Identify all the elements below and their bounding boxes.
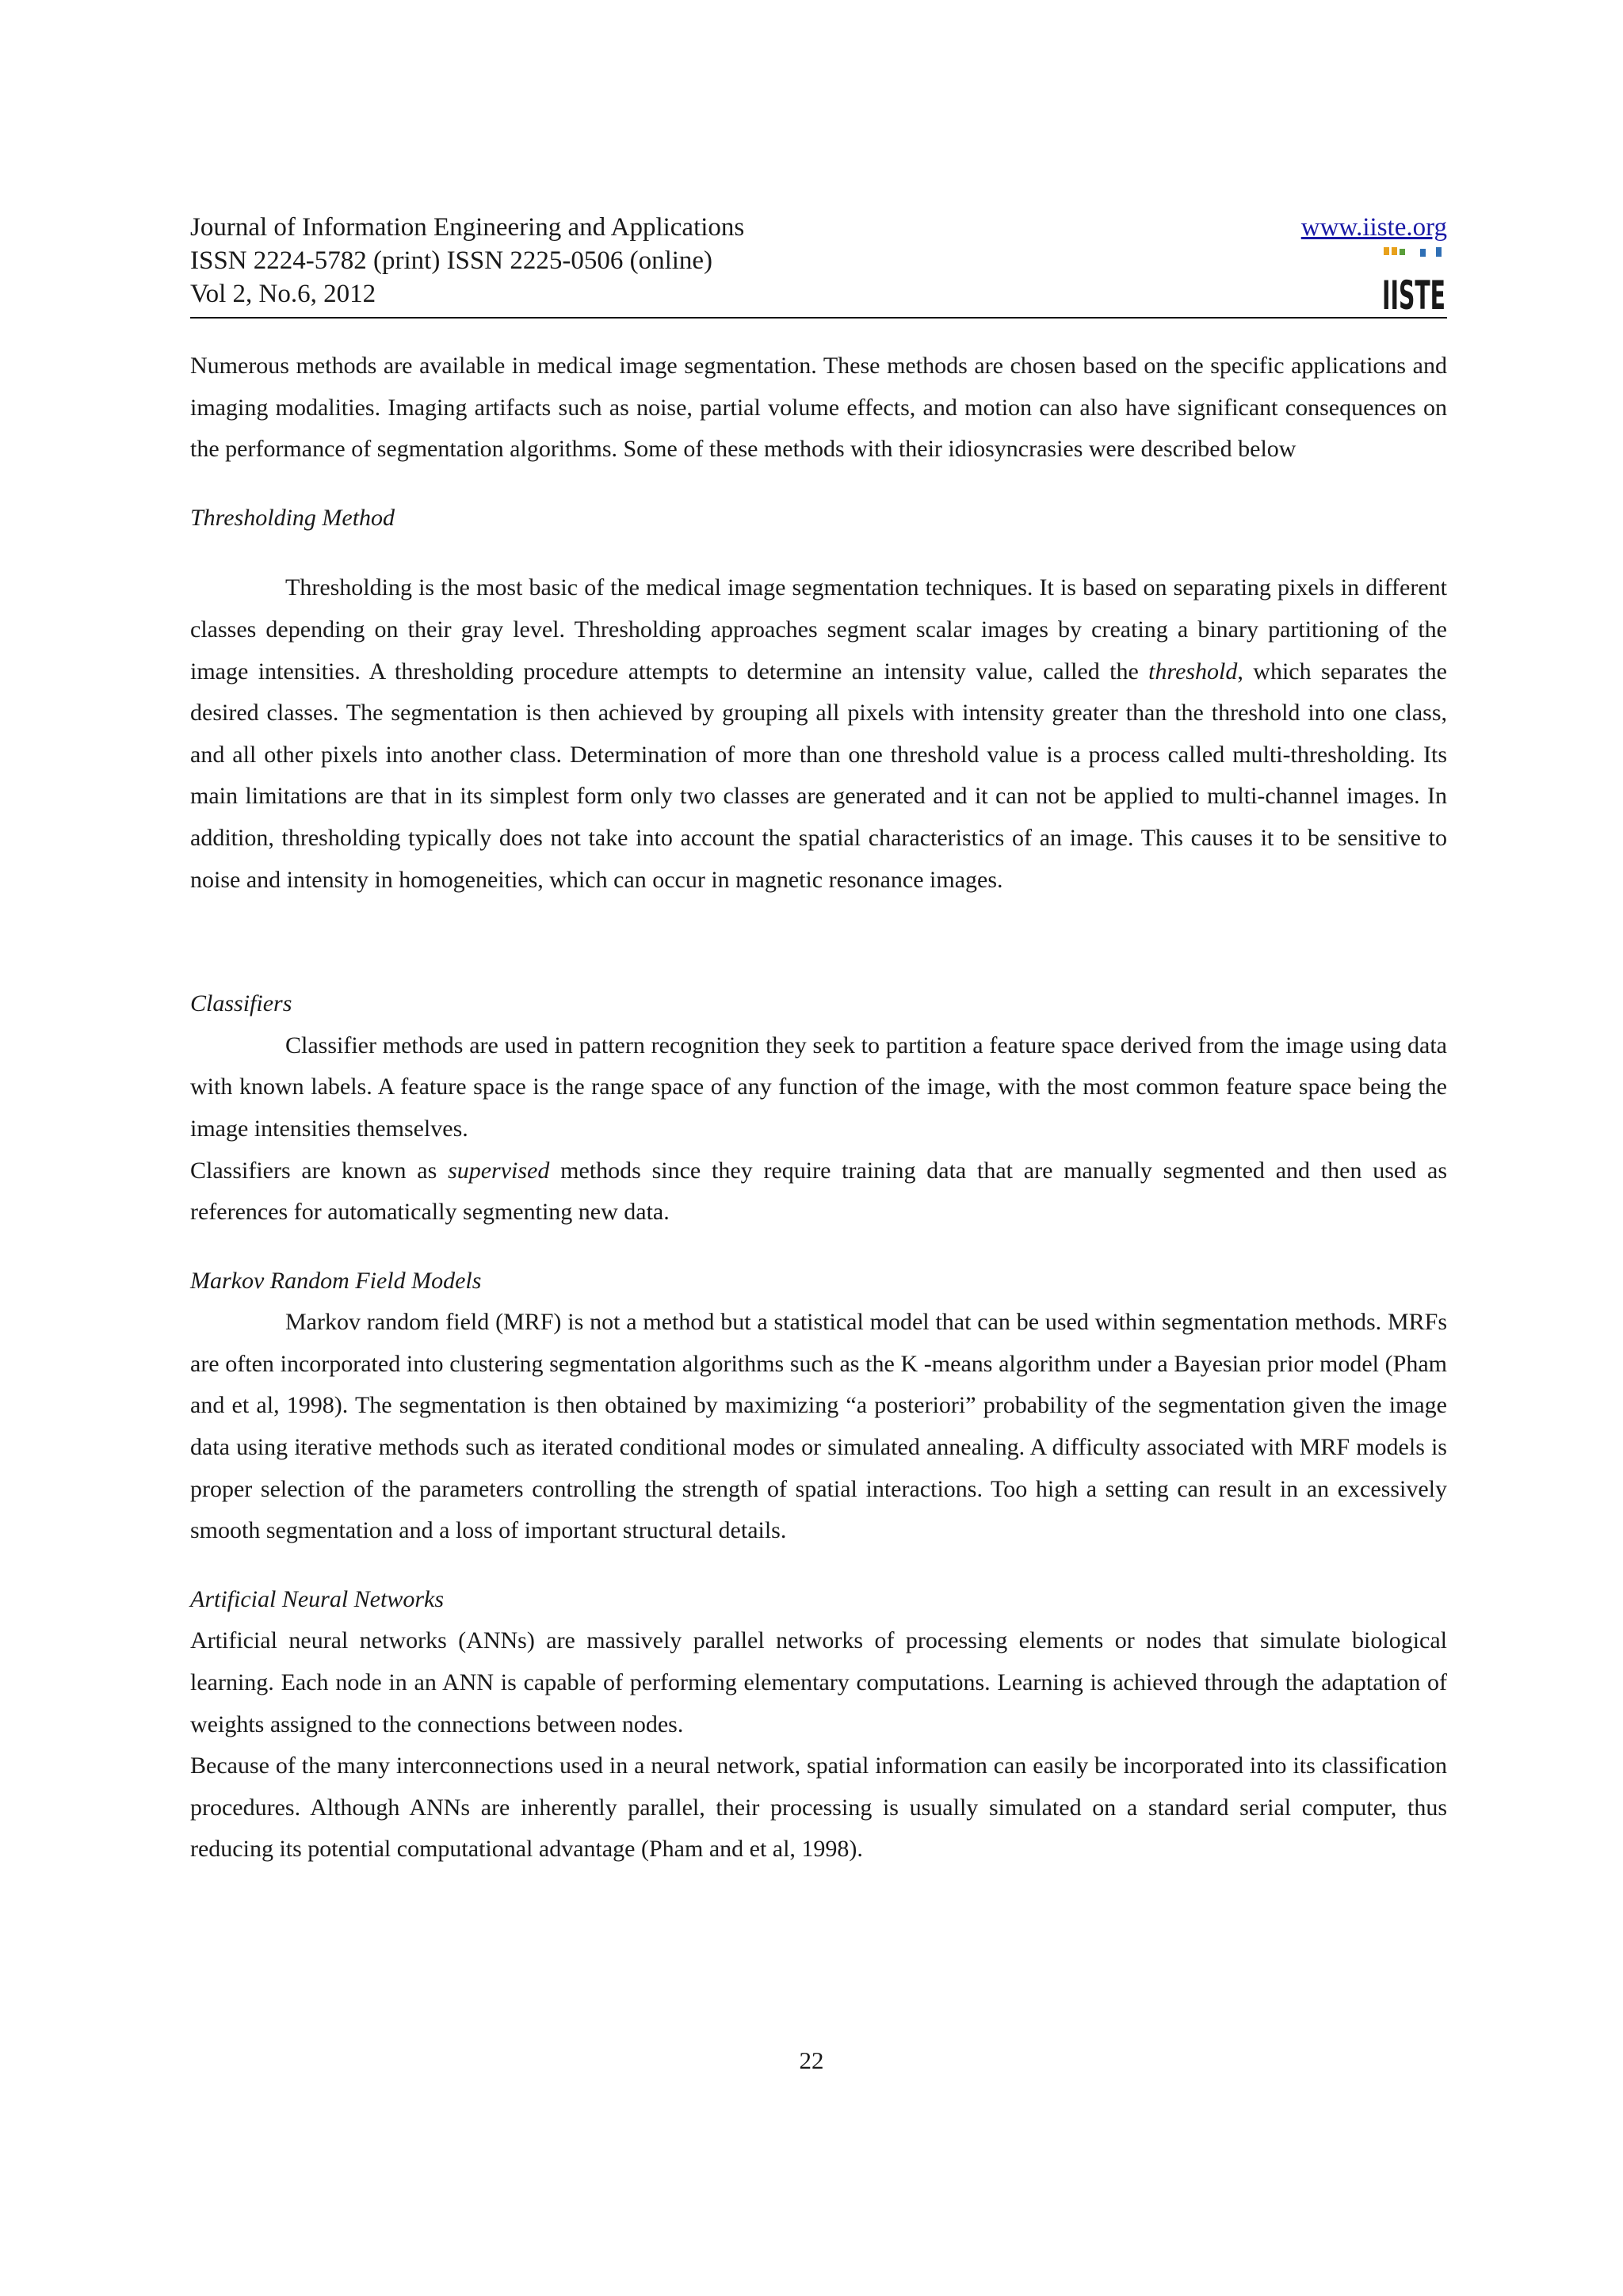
- classifiers-term: supervised: [448, 1157, 550, 1184]
- page-header: [190, 211, 1447, 318]
- issn-line: ISSN 2224-5782 (print) ISSN 2225-0506 (online): [190, 246, 713, 275]
- intro-paragraph: Numerous methods are available in medical image segmentation. These methods are chosen based on the specific applications and imaging modalities. Imaging artifacts such as noise, partial volume effects, and motion can also have significant consequences on the performance of segmentation algorithms. Some of these methods with their idiosyncrasies were described below: [190, 353, 1447, 463]
- page-number: 22: [799, 2046, 824, 2074]
- thresholding-text-a: Thresholding is the most basic of the medical image segmentation techniques. It is based on separating pixels in different classes depending on their gray level. Thresholding approaches segment scalar images by creating a binary partitioning of the image intensities. A thresholding procedure attempts to determine an intensity value, called the: [190, 574, 1447, 685]
- section-heading-ann: Artificial Neural Networks: [190, 1585, 444, 1612]
- spacer: [190, 1552, 1447, 1579]
- thresholding-term: threshold: [1148, 658, 1238, 685]
- classifiers-paragraph-1: Classifier methods are used in pattern recognition they seek to partition a feature space derived from the image using data with known labels. A feature space is the range space of any function of the image, with the most common feature space being the image intensities themselves.: [190, 1032, 1447, 1142]
- article-body: [190, 345, 1447, 1871]
- spacer: [190, 1234, 1447, 1261]
- thresholding-text-b: , which separates the desired classes. The segmentation is then achieved by grouping all pixels with intensity greater than the threshold into one class, and all other pixels into another class. Determination of more than one threshold value is a process called multi-thresholding. Its main limitations are that in its simplest form only two classes are generated and it can not be applied to multi-channel images. In addition, thresholding typically does not take into account the spatial characteristics of an image. This causes it to be sensitive to noise and intensity in homogeneities, which can occur in magnetic resonance images.: [190, 658, 1447, 893]
- spacer: [190, 901, 1447, 983]
- iiste-logo-icon: [1381, 246, 1447, 318]
- thresholding-paragraph: [190, 567, 1447, 901]
- section-heading-classifiers: Classifiers: [190, 990, 292, 1017]
- page: [190, 211, 1447, 1871]
- ann-paragraph-2: Because of the many interconnections used in a neural network, spatial information can easily be incorporated into its classification procedures. Although ANNs are inherently parallel, their processing is usually simulated on a standard serial computer, thus reducing its potential computational advantage (Pham and et al, 1998).: [190, 1753, 1447, 1863]
- logo-text: IISTE: [1382, 273, 1445, 318]
- section-heading-thresholding: Thresholding Method: [190, 504, 395, 531]
- spacer: [190, 539, 1447, 567]
- ann-paragraph-1: Artificial neural networks (ANNs) are massively parallel networks of processing elements or nodes that simulate biological learning. Each node in an ANN is capable of performing elementary computations. Learning is achieved through the adaptation of weights assigned to the connections between nodes.: [190, 1627, 1447, 1737]
- mrf-paragraph: Markov random field (MRF) is not a method but a statistical model that can be used within segmentation methods. MRFs are often incorporated into clustering segmentation algorithms such as the K -means algorithm under a Bayesian prior model (Pham and et al, 1998). The segmentation is then obtained by maximizing “a posteriori” probability of the segmentation given the image data using iterative methods such as iterated conditional modes or simulated annealing. A difficulty associated with MRF models is proper selection of the parameters controlling the strength of spatial interactions. Too high a setting can result in an excessively smooth segmentation and a loss of important structural details.: [190, 1309, 1447, 1544]
- classifiers-text-b: methods since they require training data that are manually segmented and then used as references for automatically segmenting new data.: [190, 1157, 1447, 1226]
- volume-line: Vol 2, No.6, 2012: [190, 280, 376, 308]
- classifiers-paragraph-2: [190, 1150, 1447, 1234]
- spacer: [190, 471, 1447, 498]
- section-heading-mrf: Markov Random Field Models: [190, 1267, 482, 1294]
- website-link[interactable]: www.iiste.org: [1300, 213, 1447, 242]
- classifiers-text-a: Classifiers are known as: [190, 1157, 449, 1184]
- journal-title: Journal of Information Engineering and Applications: [190, 213, 745, 242]
